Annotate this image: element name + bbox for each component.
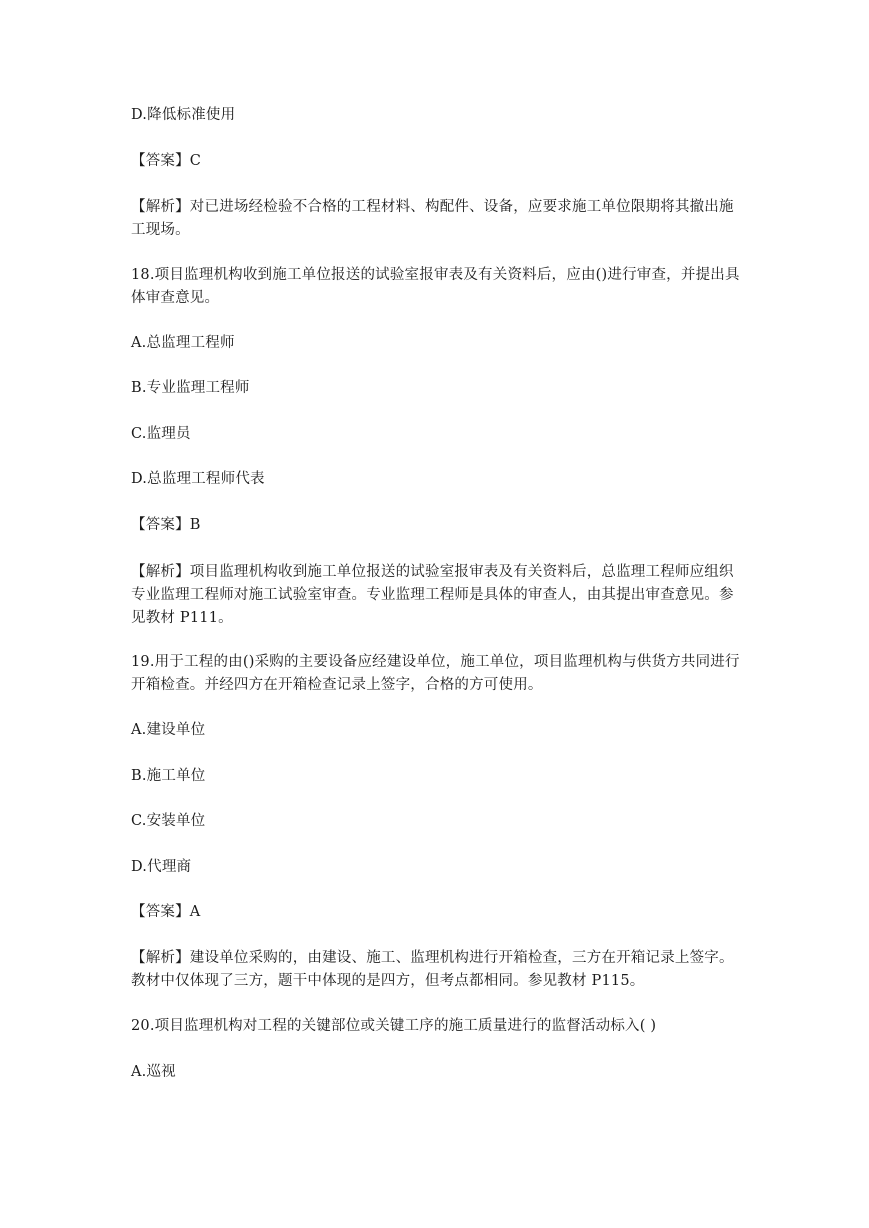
q17-answer: 【答案】C xyxy=(131,153,202,169)
q19-option-a: A.建设单位 xyxy=(131,722,206,738)
q18-option-c: C.监理员 xyxy=(131,426,191,442)
q19-analysis: 【解析】建设单位采购的，由建设、施工、监理机构进行开箱检查，三方在开箱记录上签字。教材中仅体现了三方，题干中体现的是四方，但考点都相同。参见教材 P115。 xyxy=(131,950,734,989)
q20-stem: 20.项目监理机构对工程的关键部位或关键工序的施工质量进行的监督活动标入( ) xyxy=(131,1018,657,1034)
q19-answer: 【答案】A xyxy=(131,904,201,920)
q18-stem: 18.项目监理机构收到施工单位报送的试验室报审表及有关资料后，应由()进行审查，并提出具体审查意见。 xyxy=(131,267,740,306)
q17-analysis: 【解析】对已进场经检验不合格的工程材料、构配件、设备，应要求施工单位限期将其撤出施工现场。 xyxy=(131,199,734,238)
q17-option-d: D.降低标准使用 xyxy=(131,107,236,123)
q19-option-d: D.代理商 xyxy=(131,859,192,875)
q20-option-a: A.巡视 xyxy=(131,1064,176,1080)
q19-stem: 19.用于工程的由()采购的主要设备应经建设单位，施工单位，项目监理机构与供货方共同进行开箱检查。并经四方在开箱检查记录上签字，合格的方可使用。 xyxy=(131,654,740,693)
q18-analysis: 【解析】项目监理机构收到施工单位报送的试验室报审表及有关资料后，总监理工程师应组织专业监理工程师对施工试验室审查。专业监理工程师是具体的审查人，由其提出审查意见。参见教材 P111。 xyxy=(131,564,734,626)
q19-option-c: C.安装单位 xyxy=(131,813,206,829)
q18-answer: 【答案】B xyxy=(131,517,201,533)
q18-option-a: A.总监理工程师 xyxy=(131,335,235,351)
q18-option-b: B.专业监理工程师 xyxy=(131,380,250,396)
q18-option-d: D.总监理工程师代表 xyxy=(131,471,265,487)
q19-option-b: B.施工单位 xyxy=(131,768,206,784)
